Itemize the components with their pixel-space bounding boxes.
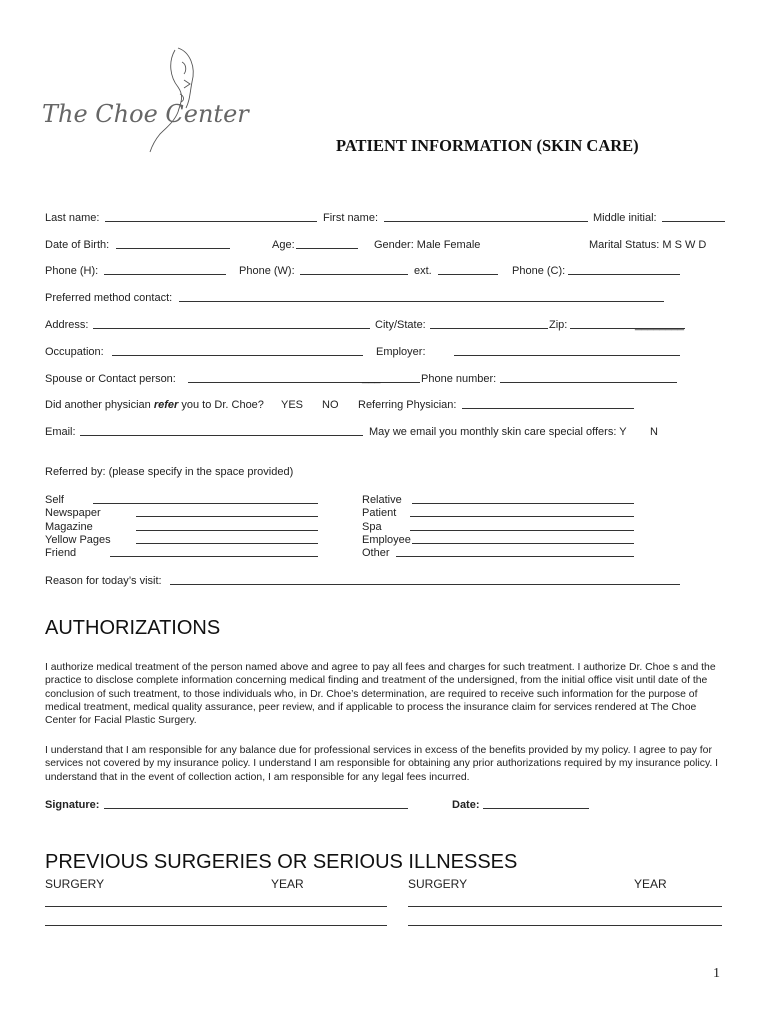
employer-label: Employer:: [376, 346, 426, 358]
spouse-contact-field[interactable]: [188, 382, 420, 383]
surgery-row-2-right-field[interactable]: [408, 925, 722, 926]
last-name-field[interactable]: [105, 221, 317, 222]
referred-patient-field[interactable]: [410, 516, 634, 517]
dob-field[interactable]: [116, 248, 230, 249]
referred-by-heading: Referred by: (please specify in the space provided): [45, 466, 294, 478]
age-field[interactable]: [296, 248, 358, 249]
age-label: Age:: [272, 239, 295, 251]
logo-text: The Choe Center: [42, 100, 249, 128]
referred-other-label: Other: [362, 547, 390, 559]
referring-physician-field[interactable]: [462, 408, 634, 409]
date-label: Date:: [452, 799, 480, 811]
logo-face-graphic: [40, 42, 295, 157]
city-state-label: City/State:: [375, 319, 426, 331]
authorization-paragraph-2: I understand that I am responsible for any balance due for professional services in excess of the benefits provided by my policy. I agree to pay for services not covered by my insurance policy. I understand I am responsible for obtaining any prior authorizations required by my insurance policy. I understand that in the event of collection action, I am responsible for any legal fees incurred.: [45, 745, 719, 783]
phone-work-field[interactable]: [300, 274, 408, 275]
email-field[interactable]: [80, 435, 363, 436]
referred-magazine-field[interactable]: [136, 530, 318, 531]
referred-spa-field[interactable]: [410, 530, 634, 531]
referred-employee-field[interactable]: [412, 543, 634, 544]
dob-label: Date of Birth:: [45, 239, 110, 251]
referred-self-label: Self: [45, 494, 64, 506]
email-offer-question: May we email you monthly skin care special offers: Y: [369, 426, 627, 438]
zip-label: Zip:: [549, 319, 568, 331]
phone-home-field[interactable]: [104, 274, 226, 275]
year-column-header-right: YEAR: [634, 877, 667, 891]
last-name-label: Last name:: [45, 212, 100, 224]
phone-cell-label: Phone (C):: [512, 265, 566, 277]
referred-friend-field[interactable]: [110, 556, 318, 557]
first-name-field[interactable]: [384, 221, 588, 222]
phone-work-label: Phone (W):: [239, 265, 295, 277]
referred-yes-option[interactable]: YES: [281, 399, 304, 411]
referred-yellow-pages-label: Yellow Pages: [45, 534, 111, 546]
surgery-row-1-right-field[interactable]: [408, 906, 722, 907]
phone-cell-field[interactable]: [568, 274, 680, 275]
occupation-field[interactable]: [112, 355, 363, 356]
referred-question-emphasis: refer: [153, 399, 179, 411]
address-field[interactable]: [93, 328, 370, 329]
surgery-row-2-left-field[interactable]: [45, 925, 387, 926]
referred-question-c: you to Dr. Choe?: [178, 399, 264, 411]
page-number: 1: [713, 966, 720, 981]
preferred-contact-field[interactable]: [179, 301, 664, 302]
phone-number-label: Phone number:: [421, 373, 497, 385]
date-field[interactable]: [483, 808, 589, 809]
reason-field[interactable]: [170, 584, 680, 585]
spouse-contact-label: Spouse or Contact person:: [45, 373, 176, 385]
page-title: PATIENT INFORMATION (SKIN CARE): [336, 136, 639, 155]
reason-label: Reason for today’s visit:: [45, 575, 162, 587]
year-column-header-left: YEAR: [271, 877, 304, 891]
gender-options[interactable]: Gender: Male Female: [374, 239, 481, 251]
email-label: Email:: [45, 426, 76, 438]
referred-self-field[interactable]: [93, 503, 318, 504]
signature-label: Signature:: [45, 799, 100, 811]
employer-field[interactable]: [454, 355, 680, 356]
authorizations-heading: AUTHORIZATIONS: [45, 617, 221, 639]
ext-field[interactable]: [438, 274, 498, 275]
referred-relative-field[interactable]: [412, 503, 634, 504]
referred-relative-label: Relative: [362, 494, 402, 506]
surgery-column-header-right: SURGERY: [408, 877, 468, 891]
authorization-paragraph-1: I authorize medical treatment of the person named above and agree to pay all fees and charges for such treatment. I authorize Dr. Choe s and the practice to disclose complete information concerning medical finding and treatment of the undersigned, from the initial office visit until date of the conclusion of such treatment, to those individuals who, in Dr. Choe’s determination, are required to receive such information for the purpose of medical treatment, medical quality assurance, peer review, and if applicable to process the insurance claim for services rendered at The Choe Center for Facial Plastic Surgery.: [45, 662, 716, 727]
spouse-dash: ___: [362, 372, 381, 384]
occupation-label: Occupation:: [45, 346, 104, 358]
referred-question: [45, 399, 264, 411]
clinic-logo: [40, 42, 295, 160]
surgery-column-header-left: SURGERY: [45, 877, 105, 891]
first-name-label: First name:: [323, 212, 379, 224]
surgeries-heading: PREVIOUS SURGERIES OR SERIOUS ILLNESSES: [45, 851, 518, 873]
referred-question-a: Did another physician: [45, 399, 154, 411]
address-label: Address:: [45, 319, 89, 331]
preferred-contact-label: Preferred method contact:: [45, 292, 173, 304]
surgery-row-1-left-field[interactable]: [45, 906, 387, 907]
zip-trailing-underscores: ________: [635, 319, 684, 331]
phone-home-label: Phone (H):: [45, 265, 99, 277]
city-state-field[interactable]: [430, 328, 548, 329]
email-offer-no-option[interactable]: N: [650, 426, 658, 438]
referred-spa-label: Spa: [362, 521, 382, 533]
referred-other-field[interactable]: [396, 556, 634, 557]
referred-patient-label: Patient: [362, 507, 397, 519]
ext-label: ext.: [414, 265, 432, 277]
signature-field[interactable]: [104, 808, 408, 809]
middle-initial-field[interactable]: [662, 221, 725, 222]
phone-number-field[interactable]: [500, 382, 677, 383]
referred-employee-label: Employee: [362, 534, 411, 546]
referred-newspaper-label: Newspaper: [45, 507, 101, 519]
referred-magazine-label: Magazine: [45, 521, 93, 533]
referred-no-option[interactable]: NO: [322, 399, 339, 411]
referred-newspaper-field[interactable]: [136, 516, 318, 517]
marital-status-options[interactable]: Marital Status: M S W D: [589, 239, 707, 251]
referred-friend-label: Friend: [45, 547, 77, 559]
referring-physician-label: Referring Physician:: [358, 399, 457, 411]
middle-initial-label: Middle initial:: [593, 212, 657, 224]
referred-yellow-pages-field[interactable]: [136, 543, 318, 544]
